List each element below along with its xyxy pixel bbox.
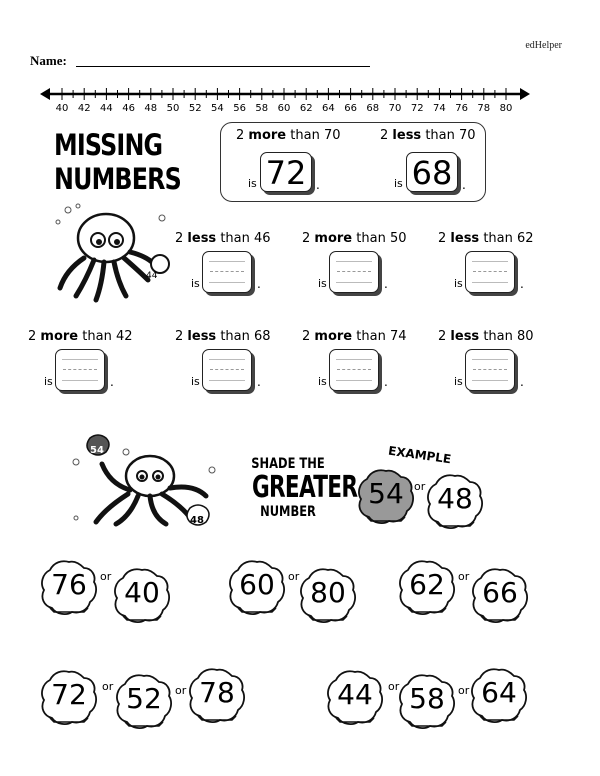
number-line-tick-label: 66	[344, 103, 357, 113]
answer-box[interactable]	[329, 251, 379, 293]
answer-box[interactable]	[465, 251, 515, 293]
is-label: is	[454, 375, 463, 388]
or-label: or	[175, 684, 187, 697]
number-line-tick-label: 44	[100, 103, 113, 113]
number-line-tick-label: 54	[211, 103, 224, 113]
problem-prompt: 2 less than 68	[175, 329, 271, 344]
shell-value: 72	[51, 678, 87, 711]
problem-prompt: 2 less than 80	[438, 329, 534, 344]
or-label: or	[288, 570, 300, 583]
shell-value: 58	[409, 682, 445, 715]
or-label: or	[458, 570, 470, 583]
example-label: EXAMPLE	[387, 443, 452, 467]
or-label: or	[458, 684, 470, 697]
example-answer-1: 72	[265, 154, 307, 192]
name-field[interactable]	[76, 66, 370, 67]
problem-prompt: 2 more than 50	[302, 231, 407, 246]
example-answer-2: 68	[411, 154, 453, 192]
shade-line-3: NUMBER	[260, 504, 316, 520]
number-line-tick-label: 42	[77, 103, 91, 113]
is-label: is	[454, 277, 463, 290]
or-label: or	[102, 680, 114, 693]
shell-value: 76	[51, 568, 87, 601]
number-line-tick-label: 40	[55, 103, 69, 113]
shell-value: 60	[239, 568, 275, 601]
shade-line-1: SHADE THE	[251, 456, 325, 472]
octopus-tag-48: 48	[190, 515, 204, 526]
is-label: is	[191, 277, 200, 290]
shell-number[interactable]	[398, 672, 456, 730]
is-label: is	[44, 375, 53, 388]
or-label: or	[388, 680, 400, 693]
example-prompt-2: 2 less than 70	[380, 128, 476, 143]
number-line-tick-label: 78	[477, 103, 491, 113]
magnifier-number: 44	[146, 271, 158, 281]
shell-value: 78	[199, 676, 235, 709]
number-line-tick-label: 68	[366, 103, 380, 113]
number-line-tick-label: 60	[277, 103, 291, 113]
octopus-shells-illustration	[66, 432, 226, 532]
is-label: is	[318, 375, 327, 388]
title-line-2: NUMBERS	[54, 162, 181, 196]
number-line-tick-label: 58	[255, 103, 269, 113]
answer-box[interactable]	[202, 349, 252, 391]
problem-prompt: 2 less than 46	[175, 231, 271, 246]
shell-value: 48	[437, 482, 473, 515]
brand-label: edHelper	[525, 40, 562, 51]
number-line-tick-label: 62	[299, 103, 313, 113]
shell-number[interactable]	[470, 666, 528, 724]
shell-number[interactable]	[471, 566, 529, 624]
is-label: is	[318, 277, 327, 290]
is-label: is	[248, 177, 257, 190]
number-line-tick-label: 56	[233, 103, 246, 113]
is-label: is	[394, 177, 403, 190]
number-line-tick-label: 80	[499, 103, 513, 113]
shell-number[interactable]	[299, 566, 357, 624]
shell-number[interactable]	[398, 558, 456, 616]
shell-number[interactable]	[426, 472, 484, 530]
problem-prompt: 2 less than 62	[438, 231, 534, 246]
shade-line-2: GREATER	[252, 470, 358, 505]
shell-number[interactable]	[113, 566, 171, 624]
number-line-tick-label: 48	[144, 103, 158, 113]
octopus-magnifier-illustration	[36, 200, 176, 310]
shell-value: 54	[368, 477, 404, 510]
shell-value: 40	[124, 576, 160, 609]
problem-prompt: 2 more than 42	[28, 329, 133, 344]
answer-box[interactable]	[55, 349, 105, 391]
number-line-tick-label: 70	[388, 103, 402, 113]
example-answer-box-2	[406, 152, 458, 192]
problem-prompt: 2 more than 74	[302, 329, 407, 344]
number-line-tick-label: 50	[166, 103, 180, 113]
number-line-tick-label: 52	[188, 103, 202, 113]
shell-number[interactable]	[228, 558, 286, 616]
shell-number[interactable]	[40, 558, 98, 616]
octopus-tag-54: 54	[90, 445, 104, 456]
number-line-tick-label: 74	[433, 103, 446, 113]
shade-greater-title	[238, 456, 358, 520]
shell-value: 52	[126, 682, 162, 715]
or-label: or	[100, 570, 112, 583]
missing-numbers-title	[54, 128, 181, 196]
shell-value: 44	[337, 678, 373, 711]
number-line-tick-label: 76	[455, 103, 468, 113]
answer-box[interactable]	[202, 251, 252, 293]
name-label: Name:	[30, 53, 67, 68]
or-label: or	[414, 480, 426, 493]
number-line	[40, 85, 530, 113]
shell-number[interactable]	[326, 668, 384, 726]
title-line-1: MISSING	[54, 128, 163, 162]
shell-number[interactable]	[40, 668, 98, 726]
number-line-tick-label: 46	[122, 103, 135, 113]
answer-box[interactable]	[465, 349, 515, 391]
is-label: is	[191, 375, 200, 388]
answer-box[interactable]	[329, 349, 379, 391]
shell-value: 66	[482, 576, 518, 609]
number-line-tick-label: 72	[410, 103, 424, 113]
shell-value: 62	[409, 568, 445, 601]
shell-value: 64	[481, 676, 517, 709]
shell-value: 80	[310, 576, 346, 609]
number-line-tick-label: 64	[322, 103, 335, 113]
shell-number[interactable]	[188, 666, 246, 724]
example-answer-box-1	[260, 152, 312, 192]
example-prompt-1: 2 more than 70	[236, 128, 341, 143]
shell-number[interactable]	[357, 467, 415, 525]
shell-number[interactable]	[115, 672, 173, 730]
